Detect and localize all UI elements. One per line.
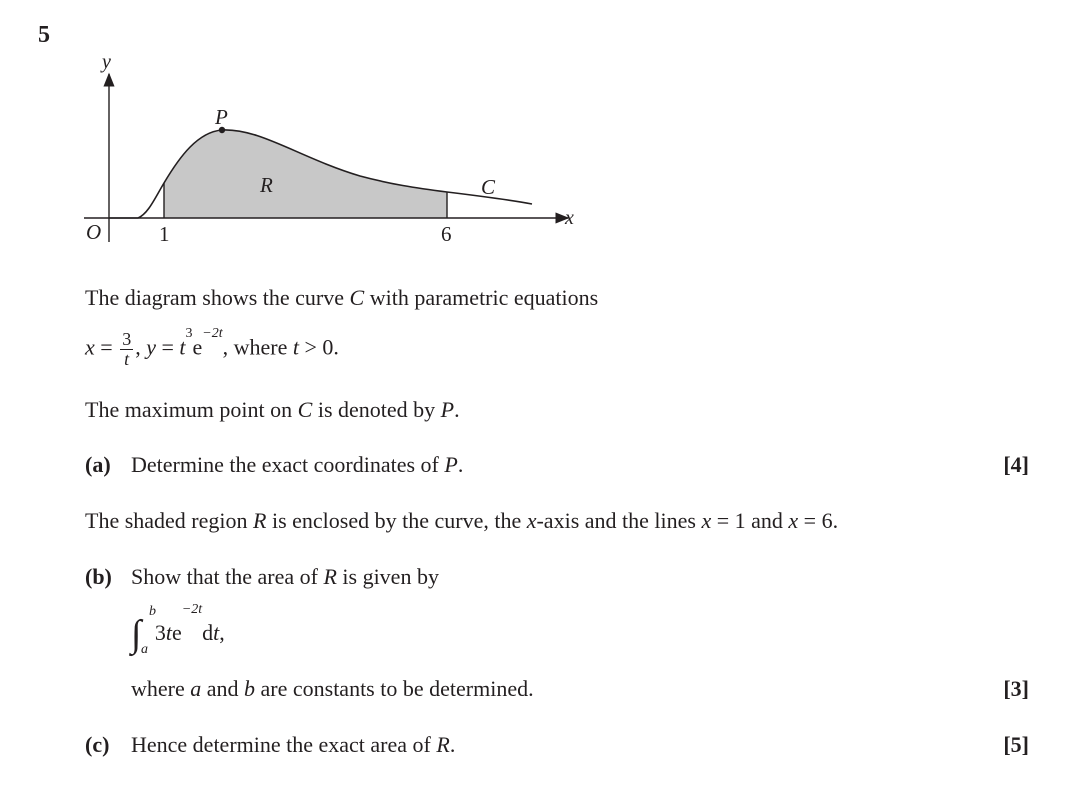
shaded-region	[164, 130, 447, 218]
tick-label-1: 1	[159, 222, 170, 246]
curve-c-label: C	[481, 175, 496, 199]
part-c-marks: [5]	[1003, 732, 1029, 757]
parametric-equations: x = $\frac{3}{t}$ , $y = t^3e^{-2t}$, where t > 0.	[85, 326, 339, 369]
fraction-3-over-t: $\frac{3}{t}$	[122, 329, 132, 369]
lower-limit: a	[141, 642, 148, 657]
x-axis-label: x	[565, 207, 574, 229]
point-p-label: P	[215, 105, 228, 129]
part-a-marks: [4]	[1003, 452, 1029, 477]
intro-line-1: The diagram shows the curve C with parametric equations	[85, 285, 599, 310]
region-r-label: R	[260, 173, 273, 197]
curve-diagram	[80, 48, 600, 248]
upper-limit: b	[149, 604, 156, 619]
part-b: (b) Show that the area of R is given by	[85, 564, 439, 589]
y-axis-label: y	[102, 51, 111, 73]
shaded-region-text: The shaded region R is enclosed by the curve, the x-axis and the lines x = 1 and x = 6.	[85, 508, 839, 533]
question-number: 5	[38, 22, 50, 48]
part-a-label: (a)	[85, 452, 111, 477]
part-c-label: (c)	[85, 732, 110, 757]
part-c: (c) Hence determine the exact area of R.	[85, 732, 456, 757]
integral-expression: ∫ b a $3te^{-2t}dt$,	[131, 602, 225, 657]
part-a: (a) Determine the exact coordinates of P.	[85, 452, 464, 477]
part-b-label: (b)	[85, 564, 112, 589]
part-b-where: where a and b are constants to be determined.	[131, 676, 534, 701]
origin-label: O	[86, 220, 102, 244]
intro-line-3: The maximum point on C is denoted by P.	[85, 397, 460, 422]
integral-sign: ∫	[131, 613, 142, 655]
part-b-marks: [3]	[1003, 676, 1029, 701]
tick-label-6: 6	[441, 222, 452, 246]
